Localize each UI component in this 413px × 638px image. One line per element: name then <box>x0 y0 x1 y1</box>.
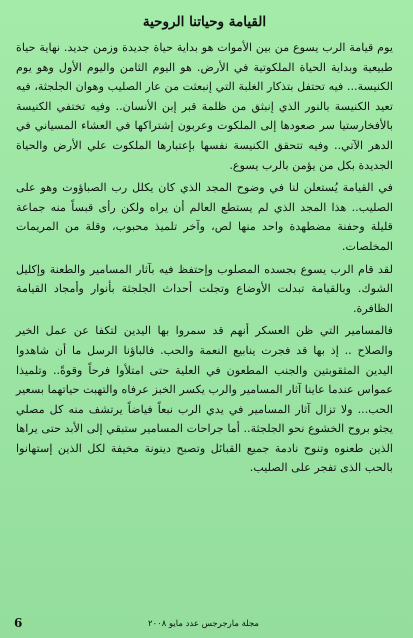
paragraph: يوم قيامة الرب يسوع من بين الأموات هو بداية حياة جديدة وزمن جديد. نهاية حياة طبيعية وبداية الحياة الملكوتية في الأرض. هو اليوم الثامن واليوم الأول وهو يوم الكنيسة... فيه تحتفل بتذكار الغلبة التي إنبعثت من عار الصليب وهوان الجلجثة، فيه تعيد الكنيسة بالنور الذي إنبثق من ظلمة قبر إبن الأنسان.. وفيه تختفي الكنيسة بالأفخارستيا سر صعودها إلى الملكوت وعربون إشتراكها في العشاء المسياني في الدهر الآتي.. وفيه تتحقق الكنيسة نفسها بإعتبارها الملكوت علي الأرض والحياة الجديدة بكل من يؤمن بالرب يسوع. <box>16 41 393 172</box>
page-footer <box>14 614 393 630</box>
article-title: القيامة وحياتنا الروحية <box>142 14 267 30</box>
page-number: 6 <box>14 616 23 630</box>
article-body <box>16 38 393 478</box>
paragraph: فالمسامير التي ظن العسكر أنهم قد سمروا بها اليدين لتكفا عن عمل الخير والصلاح .. إذ بها قد فجرت ينابيع النعمة والحب. فالباؤنا الرسل ما أن شاهدوا اليدين المثقوبتين والجنب المطعون في العلية حتى امتلأوا فرحاً وقوةً.. وتلميذا عمواس عندما عاينا آثار المسامير والرب يكسر الخبز عرفاه والتهبت حياتهما بسعير الحب... ولا تزال آثار المسامير في يدي الرب نبعاً فياضاً يرتشف منه كل مصلي يجثو بروح الخشوع نحو الجلجثة.. أما جراحات المسامير ستبقي إلى الأبد حتى يراها الذين طعنوه وتنوح نادمة جميع القبائل وتصبح دينونة مخيفة لكل الذين إستهانوا بالحب الذى تفجر على الصليب. <box>16 324 393 475</box>
paragraph: لقد قام الرب يسوع بجسده المصلوب وإحتفظ فيه بآثار المسامير والطعنة وإكليل الشوك. وبالقيامة تبدلت الأوضاع وتجلت أحداث الجلجثة بأنوار وأمجاد القيامة الظافرة. <box>16 262 393 315</box>
paragraph: في القيامة يُستعلن لنا في وضوح المجد الذي كان يكلل رب الصباؤوت وهو على الصليب.. هذا المجد الذي لم يستطع العالم أن يراه ولكن رأى قبساً منه جماعة قليلة وحفنة مضطهدة واحد منها لص، وآخر تلميذ محبوب، وقلة من المريمات المخلصات. <box>16 181 393 253</box>
running-footer: مجلة مارجرجس عدد مايو ٢٠٠٨ <box>148 619 259 629</box>
